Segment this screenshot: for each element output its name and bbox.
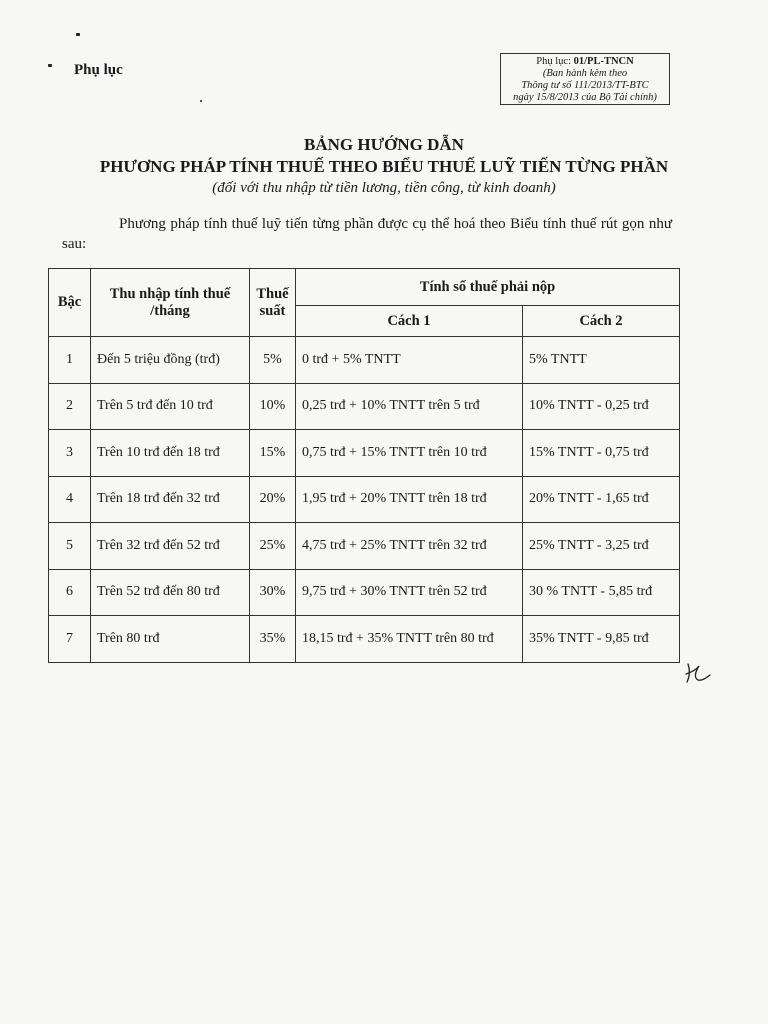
cell-level: 7 (49, 616, 91, 663)
cell-income: Trên 32 trđ đến 52 trđ (91, 523, 250, 570)
table-row (49, 383, 680, 430)
cell-method-1: 4,75 trđ + 25% TNTT trên 32 trđ (296, 523, 523, 570)
ref-line-4: ngày 15/8/2013 của Bộ Tài chính) (513, 92, 657, 103)
cell-rate: 5% (250, 337, 296, 384)
cell-income: Đến 5 triệu đồng (trđ) (91, 337, 250, 384)
cell-income: Trên 52 trđ đến 80 trđ (91, 569, 250, 616)
header-method-1: Cách 1 (296, 306, 523, 337)
cell-method-2: 10% TNTT - 0,25 trđ (523, 383, 680, 430)
scan-speck (48, 64, 52, 67)
document-subtitle: (đối với thu nhập từ tiền lương, tiền công, từ kinh doanh) (212, 180, 556, 196)
cell-method-1: 0,25 trđ + 10% TNTT trên 5 trđ (296, 383, 523, 430)
header-income: Thu nhập tính thuế /tháng (91, 269, 250, 337)
cell-level: 1 (49, 337, 91, 384)
cell-method-2: 25% TNTT - 3,25 trđ (523, 523, 680, 570)
tax-table (48, 268, 680, 663)
cell-level: 6 (49, 569, 91, 616)
ref-line-2: (Ban hành kèm theo (542, 68, 628, 79)
cell-method-2: 30 % TNTT - 5,85 trđ (523, 569, 680, 616)
table-row (49, 337, 680, 384)
cell-rate: 25% (250, 523, 296, 570)
cell-rate: 30% (250, 569, 296, 616)
cell-method-2: 15% TNTT - 0,75 trđ (523, 430, 680, 477)
cell-method-1: 9,75 trđ + 30% TNTT trên 52 trđ (296, 569, 523, 616)
cell-level: 4 (49, 476, 91, 523)
cell-method-1: 0 trđ + 5% TNTT (296, 337, 523, 384)
cell-method-1: 0,75 trđ + 15% TNTT trên 10 trđ (296, 430, 523, 477)
cell-method-1: 18,15 trđ + 35% TNTT trên 80 trđ (296, 616, 523, 663)
initials-signature-icon (682, 660, 712, 686)
table-row (49, 569, 680, 616)
scan-speck (76, 33, 80, 36)
cell-rate: 35% (250, 616, 296, 663)
ref-code: 01/PL-TNCN (573, 56, 634, 67)
header-method-2: Cách 2 (523, 306, 680, 337)
document-title-line-2: PHƯƠNG PHÁP TÍNH THUẾ THEO BIỂU THUẾ LUỸ TIẾN TỪNG PHẦN (99, 157, 669, 176)
table-row (49, 523, 680, 570)
table-row (49, 616, 680, 663)
cell-rate: 20% (250, 476, 296, 523)
intro-paragraph: Phương pháp tính thuế luỹ tiến từng phần được cụ thể hoá theo Biểu tính thuế rút gọn như sau: (62, 216, 672, 252)
cell-income: Trên 80 trđ (91, 616, 250, 663)
cell-rate: 15% (250, 430, 296, 477)
document-title: BẢNG HƯỚNG DẪN (304, 135, 464, 154)
cell-method-2: 20% TNTT - 1,65 trđ (523, 476, 680, 523)
cell-level: 2 (49, 383, 91, 430)
cell-method-2: 5% TNTT (523, 337, 680, 384)
cell-method-2: 35% TNTT - 9,85 trđ (523, 616, 680, 663)
header-rate: Thuế suất (250, 269, 296, 337)
cell-level: 5 (49, 523, 91, 570)
header-tax-payable: Tính số thuế phải nộp (296, 269, 680, 306)
cell-level: 3 (49, 430, 91, 477)
header-level: Bậc (49, 269, 91, 337)
cell-income: Trên 18 trđ đến 32 trđ (91, 476, 250, 523)
scan-speck (200, 100, 202, 102)
ref-line-3: Thông tư số 111/2013/TT-BTC (521, 80, 649, 91)
cell-rate: 10% (250, 383, 296, 430)
cell-income: Trên 5 trđ đến 10 trđ (91, 383, 250, 430)
ref-prefix: Phụ lục: (536, 56, 574, 67)
reference-box (500, 53, 670, 105)
appendix-label: Phụ lục (74, 62, 123, 78)
cell-income: Trên 10 trđ đến 18 trđ (91, 430, 250, 477)
table-row (49, 476, 680, 523)
cell-method-1: 1,95 trđ + 20% TNTT trên 18 trđ (296, 476, 523, 523)
table-row (49, 430, 680, 477)
